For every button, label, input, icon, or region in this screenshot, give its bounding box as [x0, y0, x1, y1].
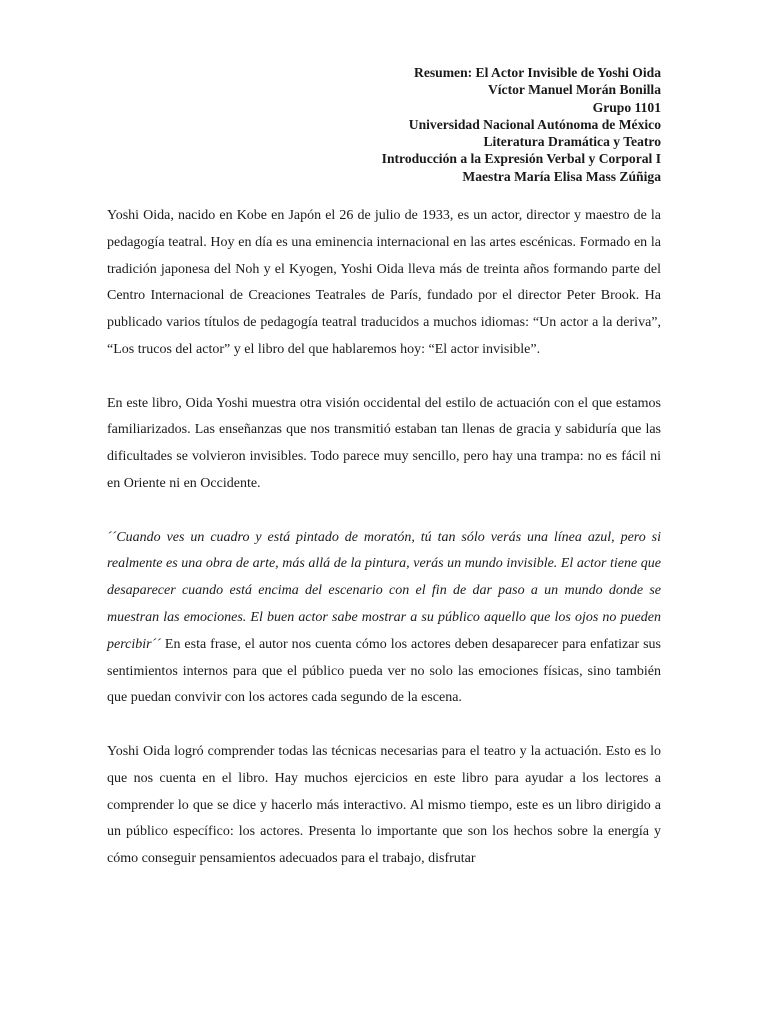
teacher-name: Maestra María Elisa Mass Zúñiga — [462, 168, 661, 184]
document-title: Resumen: El Actor Invisible de Yoshi Oida — [414, 65, 661, 80]
paragraph-techniques: Yoshi Oida logró comprender todas las técnicas necesarias para el teatro y la actuación. Esto es lo que nos cuenta en el libro. Hay muchos ejercicios en este libro para ayudar a los lectores a comprender lo que se dice y hacerlo más interactivo. Al mismo tiempo, este es un libro dirigido a un público específico: los actores. Presenta lo importante que son los hechos sobre la energía y cómo conseguir pensamientos adecuados para el trabajo, disfrutar — [107, 743, 661, 867]
paragraph-vision: En este libro, Oida Yoshi muestra otra visión occidental del estilo de actuación con el que estamos familiarizados. Las enseñanzas que nos transmitió estaban tan llenas de gracia y sabiduría que las dificultades se volvieron invisibles. Todo parece muy sencillo, pero hay una trampa: no es fácil ni en Oriente ni en Occidente. — [107, 395, 661, 491]
author-name: Víctor Manuel Morán Bonilla — [487, 82, 661, 98]
paragraph-quote — [107, 525, 661, 713]
quote-commentary: En esta frase, el autor nos cuenta cómo los actores deben desaparecer para enfatizar sus sentimientos internos para que el público pueda ver no solo las emociones físicas, sino también que puedan convivir con los actores cada segundo de la escena. — [107, 636, 661, 706]
program-name: Literatura Dramática y Teatro — [483, 134, 661, 150]
paragraph-intro: Yoshi Oida, nacido en Kobe en Japón el 26 de julio de 1933, es un actor, director y maestro de la pedagogía teatral. Hoy en día es una eminencia internacional en las artes escénicas. Formado en la tradición japonesa del Noh y el Kyogen, Yoshi Oida lleva más de treinta años formando parte del Centro Internacional de Creaciones Teatrales de París, fundado por el director Peter Brook. Ha publicado varios títulos de pedagogía teatral traducidos a muchos idiomas: “Un actor a la deriva”, “Los trucos del actor” y el libro del que hablaremos hoy: “El actor invisible”. — [107, 208, 661, 357]
course-name: Introducción a la Expresión Verbal y Corporal I — [381, 151, 661, 167]
document-body — [107, 203, 661, 900]
document-header — [101, 64, 661, 185]
quote-text: ´´Cuando ves un cuadro y está pintado de moratón, tú tan sólo verás una línea azul, pero si realmente es una obra de arte, más allá de la pintura, verás un mundo invisible. El actor tiene que desaparecer cuando está encima del escenario con el fin de dar paso a un mundo donde se muestran las emociones. El buen actor sabe mostrar a su público aquello que los ojos no pueden percibir´´ — [107, 529, 661, 652]
university-name: Universidad Nacional Autónoma de México — [408, 116, 661, 132]
group-number: Grupo 1101 — [592, 99, 661, 115]
